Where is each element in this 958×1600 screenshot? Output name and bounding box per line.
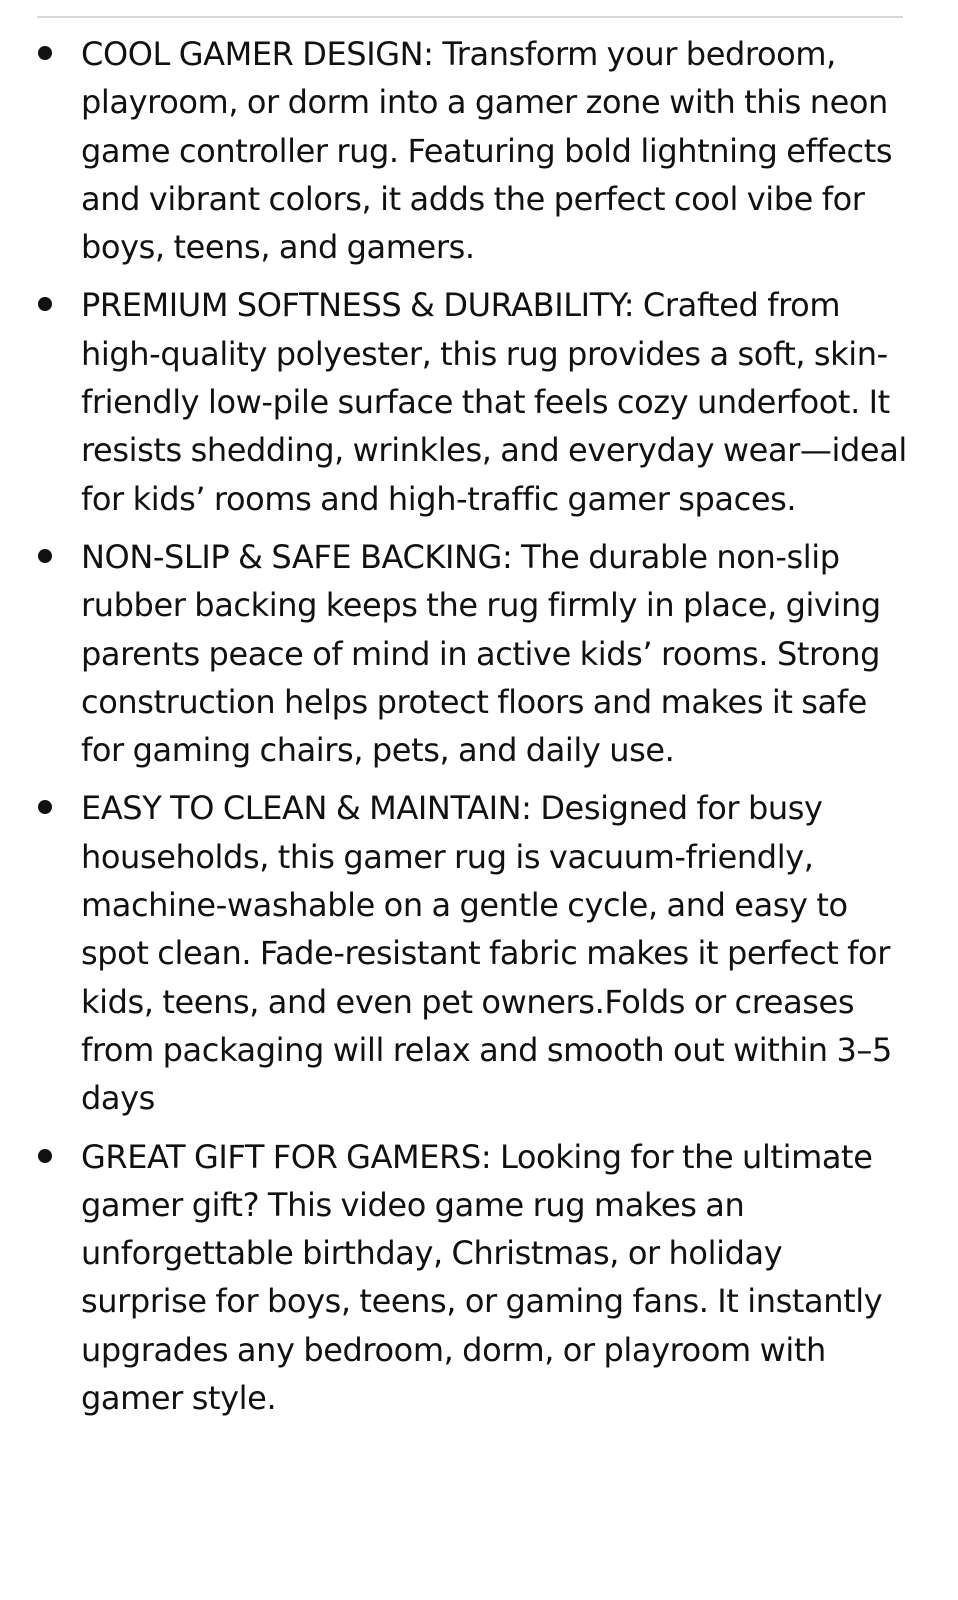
- feature-bullet-non-slip-backing: [0, 533, 958, 774]
- feature-bullet-cool-gamer-design: [0, 30, 958, 271]
- bullet-dot-icon: [38, 1149, 52, 1163]
- feature-bullet-great-gift: [0, 1133, 958, 1423]
- bullet-dot-icon: [38, 800, 52, 814]
- bullet-dot-icon: [38, 46, 52, 60]
- feature-bullet-text: PREMIUM SOFTNESS & DURABILITY: Crafted from high-quality polyester, this rug provides a soft, skin-friendly low-pile surface that feels cozy underfoot. It resists shedding, wrinkles, and everyday wear—ideal for kids’ rooms and high-traffic gamer spaces.: [81, 286, 907, 518]
- bullet-dot-icon: [38, 297, 52, 311]
- section-divider: [37, 16, 903, 18]
- feature-bullet-text: NON-SLIP & SAFE BACKING: The durable non-slip rubber backing keeps the rug firmly in place, giving parents peace of mind in active kids’ rooms. Strong construction helps protect floors and makes it safe for gaming chairs, pets, and daily use.: [81, 537, 881, 770]
- feature-bullet-easy-to-clean: [0, 784, 958, 1122]
- feature-bullet-text: GREAT GIFT FOR GAMERS: Looking for the ultimate gamer gift? This video game rug makes an unforgettable birthday, Christmas, or holiday surprise for boys, teens, or gaming fans. It instantly upgrades any bedroom, dorm, or playroom with gamer style.: [81, 1137, 883, 1418]
- feature-bullet-text: COOL GAMER DESIGN: Transform your bedroom, playroom, or dorm into a gamer zone with this neon game controller rug. Featuring bold lightning effects and vibrant colors, it adds the perfect cool vibe for boys, teens, and gamers.: [81, 35, 893, 267]
- feature-bullet-premium-softness: [0, 281, 958, 522]
- bullet-dot-icon: [38, 549, 52, 563]
- feature-bullet-list: [0, 30, 958, 1432]
- feature-bullet-text: EASY TO CLEAN & MAINTAIN: Designed for busy households, this gamer rug is vacuum-friendly, machine-washable on a gentle cycle, and easy to spot clean. Fade-resistant fabric makes it perfect for kids, teens, and even pet owners.Folds or creases from packaging will relax and smooth out within 3–5 days: [81, 789, 892, 1118]
